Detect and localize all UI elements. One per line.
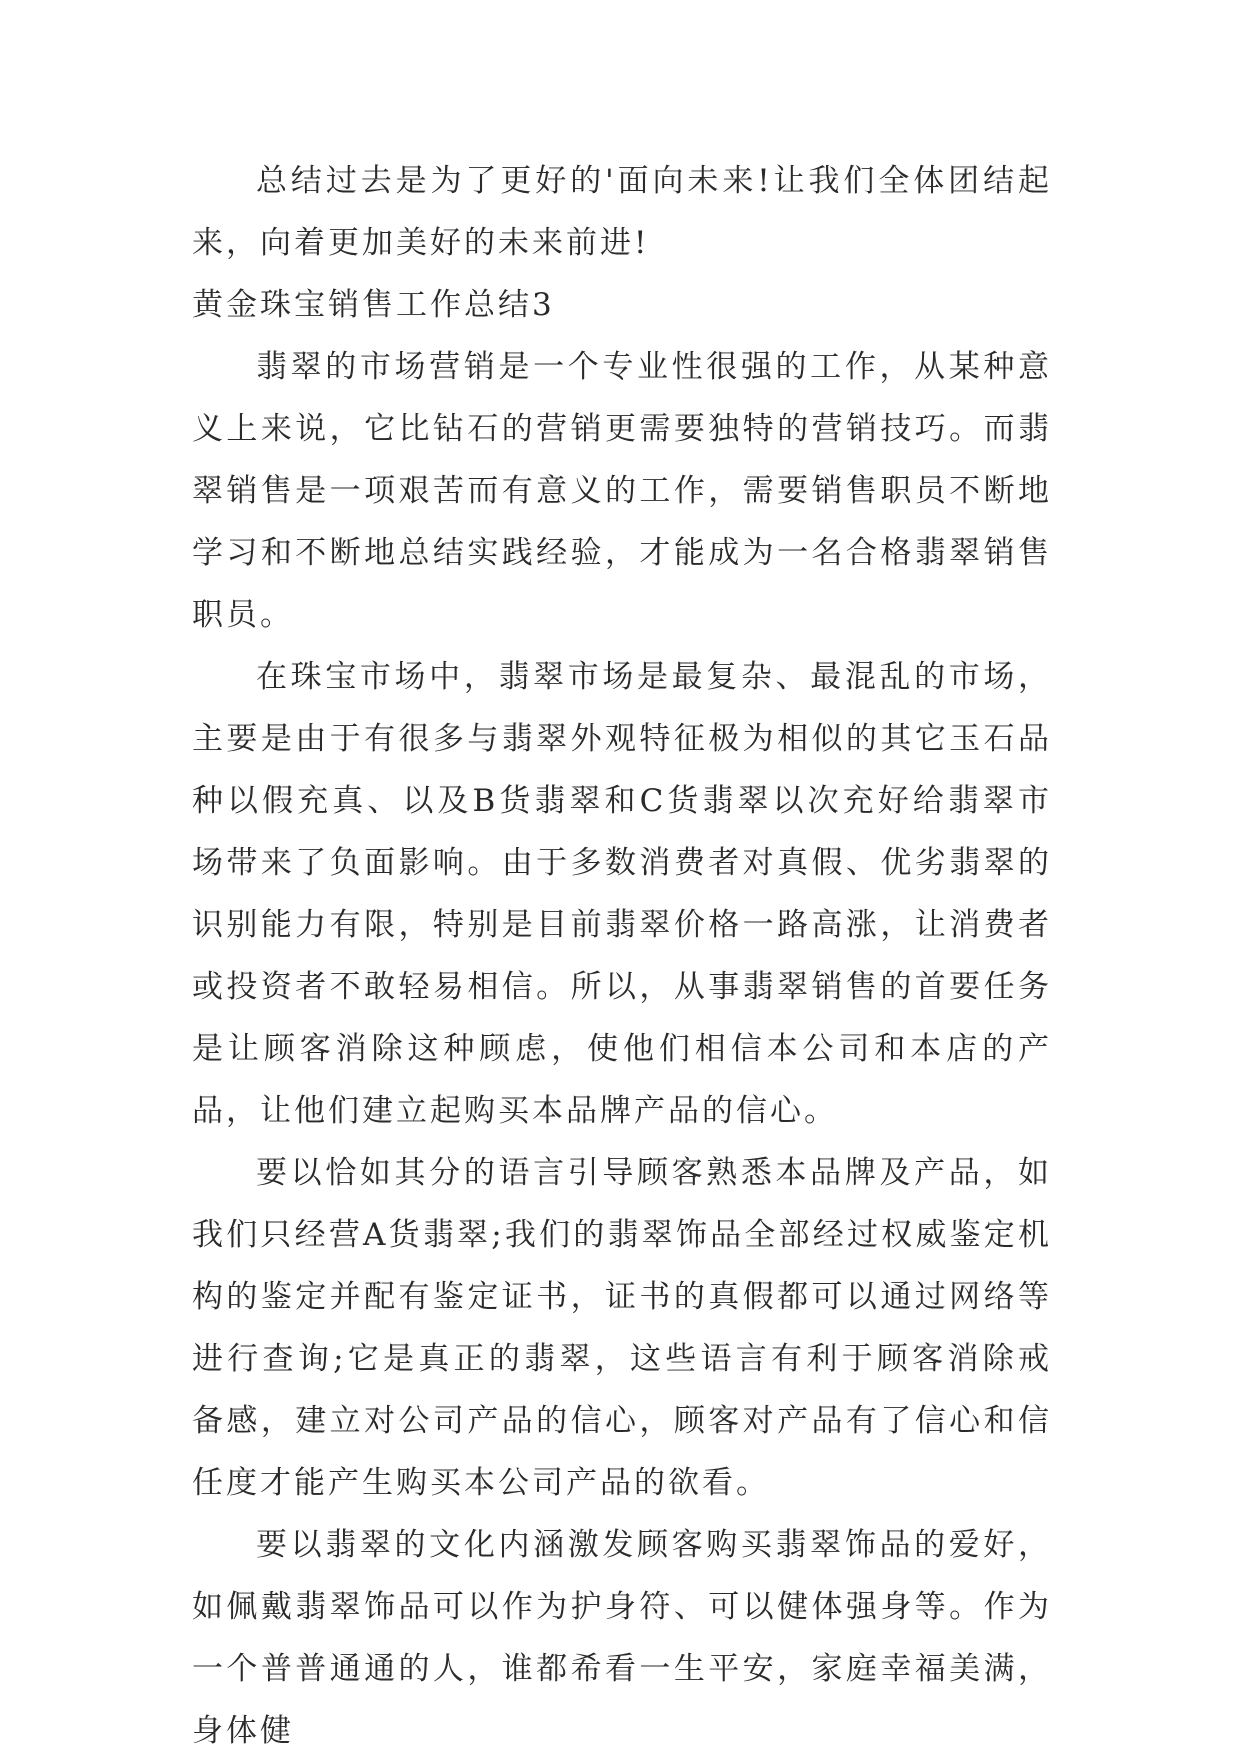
- section-title: 黄金珠宝销售工作总结3: [192, 287, 555, 323]
- intro-paragraph: 总结过去是为了更好的'面向未来!让我们全体团结起来，向着更加美好的未来前进!: [192, 163, 1052, 261]
- paragraph-2: 在珠宝市场中，翡翠市场是最复杂、最混乱的市场，主要是由于有很多与翡翠外观特征极为相似的其它玉石品种以假充真、以及B货翡翠和C货翡翠以次充好给翡翠市场带来了负面影响。由于多数消费者对真假、优劣翡翠的识别能力有限，特别是目前翡翠价格一路高涨，让消费者或投资者不敢轻易相信。所以，从事翡翠销售的首要任务是让顾客消除这种顾虑，使他们相信本公司和本店的产品，让他们建立起购买本品牌产品的信心。: [192, 659, 1052, 1129]
- paragraph-3: 要以恰如其分的语言引导顾客熟悉本品牌及产品，如我们只经营A货翡翠;我们的翡翠饰品全部经过权威鉴定机构的鉴定并配有鉴定证书，证书的真假都可以通过网络等进行查询;它是真正的翡翠，这些语言有利于顾客消除戒备感，建立对公司产品的信心，顾客对产品有了信心和信任度才能产生购买本公司产品的欲看。: [192, 1155, 1052, 1501]
- paragraph-1: 翡翠的市场营销是一个专业性很强的工作，从某种意义上来说，它比钻石的营销更需要独特的营销技巧。而翡翠销售是一项艰苦而有意义的工作，需要销售职员不断地学习和不断地总结实践经验，才能成为一名合格翡翠销售职员。: [192, 349, 1052, 633]
- document-body: [192, 150, 1052, 1762]
- paragraph-4: 要以翡翠的文化内涵激发顾客购买翡翠饰品的爱好，如佩戴翡翠饰品可以作为护身符、可以健体强身等。作为一个普普通通的人，谁都希看一生平安，家庭幸福美满，身体健: [192, 1527, 1052, 1749]
